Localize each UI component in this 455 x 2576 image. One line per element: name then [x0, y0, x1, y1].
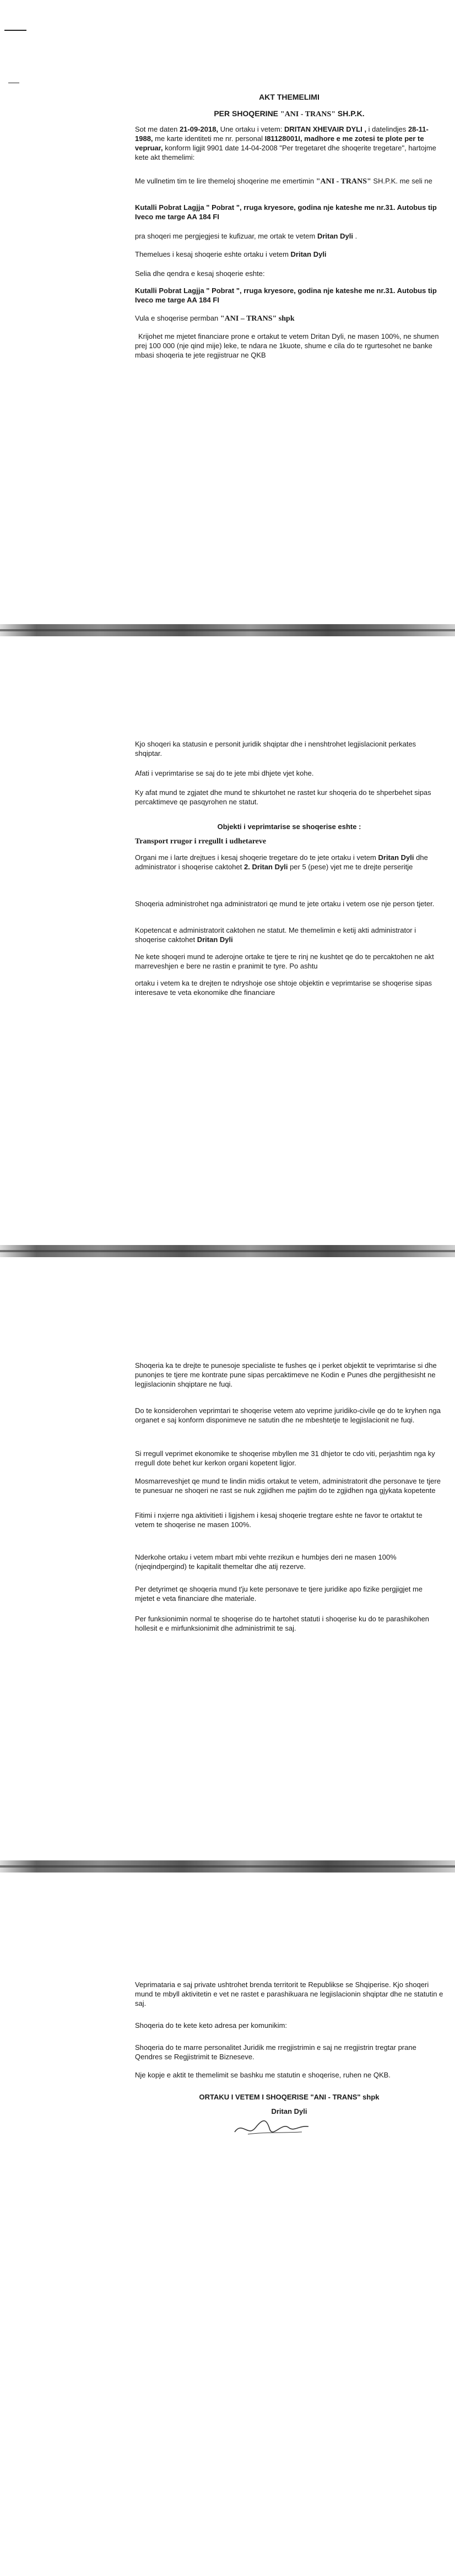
territory-paragraph: Veprimataria e saj private ushtrohet brenda territorit te Republikse se Shqiperise. Kjo shoqeri mund te mbyll aktivitetin e vet ne rastet e parashikuara ne legjislacionin shqiptar dhe ne statutin e saj.: [135, 1980, 443, 2008]
intro-paragraph: Sot me daten 21-09-2018, Une ortaku i vetem: DRITAN XHEVAIR DYLI , i datelindjes 28-11-1988, me karte identiteti me nr. personal I81128001I, madhore e me zotesi te plote per te vepruar, konform ligjit 9901 date 14-04-2008 "Per tregetaret dhe shoqerite tregetare", hartojme kete akt themelimi:: [135, 125, 436, 162]
seat-address: Kutalli Pobrat Lagjja " Pobrat ", rruga kryesore, godina nje kateshe me nr.31. Autobus tip Iveco me targe AA 184 FI: [135, 203, 437, 221]
closing-line: ORTAKU I VETEM I SHOQERISE "ANI - TRANS" shpk: [199, 2093, 380, 2101]
profit-paragraph: Fitimi i nxjerre nga aktivitieti i ligjshem i kesaj shoqerie tregtare eshte ne favor te ortaktut te vetem te shoqerise ne masen 100%.: [135, 1511, 422, 1529]
object-change-paragraph: ortaku i vetem ka te drejten te ndryshoje ose shtoje objektin e veprimtarise se shoqerise sipas interesave te veta ekonomike dhe financiare: [135, 979, 432, 997]
obligations-paragraph: Per detyrimet qe shoqeria mund t'ju kete personave te tjere juridike apo fizike pergjigjet me mjetet e veta financiare dhe materiale.: [135, 1585, 423, 1603]
copy-paragraph: Nje kopje e aktit te themelimit se bashku me statutin e shoqerise, ruhen ne QKB.: [135, 2071, 391, 2079]
scan-band: [0, 1245, 455, 1257]
registration-paragraph: Shoqeria do te marre personalitet Juridik me rregjistrimin e saj ne rregjistrin tregtar prane Qendres se Regjistrimit te Bizneseve.: [135, 2043, 416, 2061]
statute-paragraph: Per funksionimin normal te shoqerise do te hartohet statuti i shoqerise ku do te parashikohen hollesit e e mirfunksionimit dhe administrimit te saj.: [135, 1615, 430, 1633]
seat-label: Selia dhe qendra e kesaj shoqerie eshte:: [135, 269, 265, 278]
new-partners-paragraph: Ne kete shoqeri mund te aderojne ortake te tjere te rinj ne kushtet qe do te percaktohen ne akt marreveshjen e bere ne rastin e pranimit te tyre. Po ashtu: [135, 953, 434, 971]
capital-paragraph: Krijohet me mjetet financiare prone e ortakut te vetem Dritan Dyli, ne masen 100%, ne shumen prej 100 000 (nje qind mije) leke, te ndara ne 1kuote, shume e cila do te rgurtesohet ne banke mbasi shoqeria te jete regjistruar ne QKB: [135, 332, 439, 360]
seat-address-2: Kutalli Pobrat Lagjja " Pobrat ", rruga kryesore, godina nje kateshe me nr.31. Autobus tip Iveco me targe AA 184 FI: [135, 286, 437, 305]
scan-band: [0, 624, 455, 636]
fiscal-year-paragraph: Si rregull veprimet ekonomike te shoqerise mbyllen me 31 dhjetor te cdo viti, perjashtim nga ky rregull dote behet kur kerkon organi kopetent ligjor.: [135, 1449, 435, 1468]
risk-paragraph: Nderkohe ortaku i vetem mbart mbi vehte rrezikun e humbjes deri ne masen 100% (njeqindpergind) te kapitalit themeltar dhe atij rezerve.: [135, 1553, 397, 1571]
document-subtitle: PER SHOQERINE "ANI - TRANS" SH.P.K.: [214, 109, 365, 118]
stamp-paragraph: Vula e shoqerise permban "ANI – TRANS" shpk: [135, 314, 295, 323]
duration-paragraph: Afati i veprimtarise se saj do te jete mbi dhjete vjet kohe.: [135, 769, 314, 777]
intent-paragraph: Me vullnetim tim te lire themeloj shoqerine me emertimin "ANI - TRANS" SH.P.K. me seli ne: [135, 177, 432, 186]
signatory-name: Dritan Dyli: [271, 2107, 307, 2115]
company-name: "ANI - TRANS": [280, 110, 335, 118]
scan-mark: [4, 30, 26, 31]
addresses-paragraph: Shoqeria do te kete keto adresa per komunikim:: [135, 2021, 288, 2030]
liability-paragraph: pra shoqeri me pergjegjesi te kufizuar, me ortak te vetem Dritan Dyli .: [135, 232, 358, 240]
civil-acts-paragraph: Do te konsiderohen veprimtari te shoqerise vetem ato veprime juridiko-civile qe do te kryhen nga organet e saj konform disponimeve ne satutin dhe ne mbeshtetje te legjislacionit ne fuqi.: [135, 1406, 441, 1425]
transport-activity: Transport rrugor i rregullt i udhetareve: [135, 837, 267, 846]
scan-band: [0, 1860, 455, 1873]
administration-paragraph: Shoqeria administrohet nga administratori qe mund te jete ortaku i vetem ose nje person tjeter.: [135, 900, 435, 908]
legal-status-paragraph: Kjo shoqeri ka statusin e personit juridik shqiptar dhe i nenshtrohet legjislacionit perkates shqiptar.: [135, 740, 416, 758]
disputes-paragraph: Mosmarreveshjet qe mund te lindin midis ortakut te vetem, administratorit dhe personave te tjere te punesuar ne shoqeri ne rast se nuk zgjidhen me pajtim do te zgjidhen nga gjykata kopetente: [135, 1477, 441, 1495]
document-title: AKT THEMELIMI: [259, 93, 319, 101]
employment-paragraph: Shoqeria ka te drejte te punesoje specialiste te fushes qe i perket objektit te veprimtarise si dhe punonjes te tjere me kontrate pune sipas percaktimeve ne Kodin e Punes dhe pergjithesisht ne legjislacionin shqiptare ne fuqi.: [135, 1361, 437, 1389]
extension-paragraph: Ky afat mund te zgjatet dhe mund te shkurtohet ne rastet kur shoqeria do te shperbehet sipas percaktimeve qe pasqyrohen ne statut.: [135, 788, 431, 807]
object-heading: Objekti i veprimtarise se shoqerise eshte :: [217, 822, 361, 831]
competences-paragraph: Kopetencat e administratorit caktohen ne statut. Me themelimin e ketij akti administrator i shoqerise caktohet Dritan Dyli: [135, 926, 416, 944]
signature: [231, 2115, 314, 2140]
founder-paragraph: Themelues i kesaj shoqerie eshte ortaku i vetem Dritan Dyli: [135, 250, 327, 258]
governance-paragraph: Organi me i larte drejtues i kesaj shoqerie tregetare do te jete ortaku i vetem Dritan Dyli dhe administrator i shoqerise caktohet 2. Dritan Dyli per 5 (pese) vjet me te drejte perseritje: [135, 853, 428, 872]
